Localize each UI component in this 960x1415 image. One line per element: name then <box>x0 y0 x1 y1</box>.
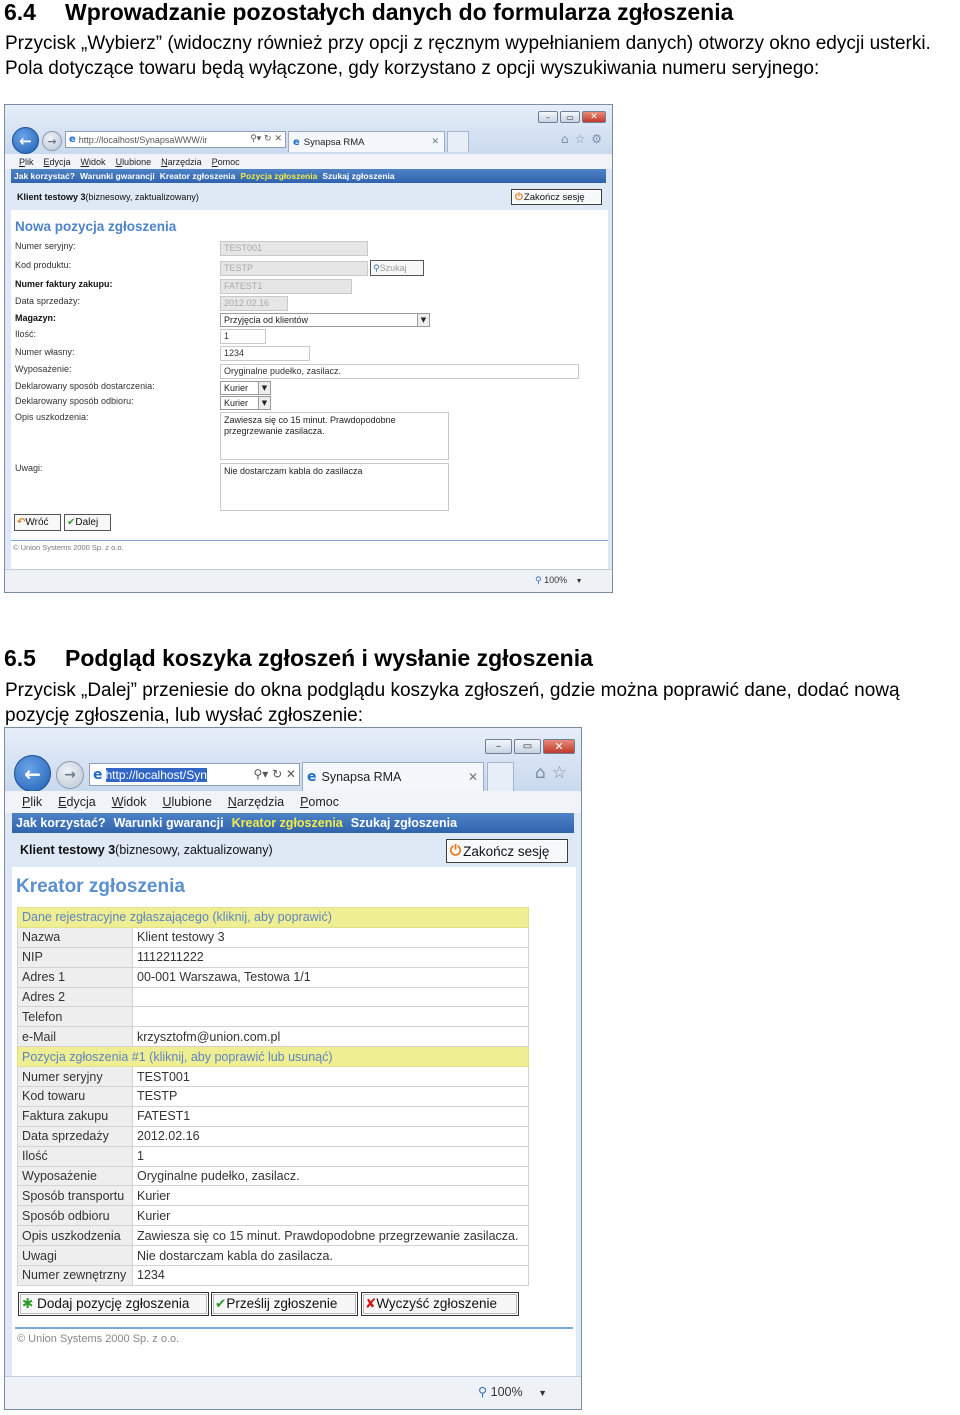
chevron-down-icon[interactable]: ▼ <box>417 314 429 326</box>
send-button[interactable] <box>211 1292 358 1316</box>
nav-item-position[interactable]: Pozycja zgłoszenia <box>240 171 318 181</box>
browser-tab[interactable] <box>288 131 445 152</box>
chevron-down-icon[interactable]: ▼ <box>575 578 583 585</box>
row-value: Nie dostarczam kabla do zasilacza. <box>133 1246 529 1266</box>
logout-button[interactable] <box>446 839 568 863</box>
maximize-icon[interactable]: ▭ <box>560 111 580 123</box>
favorites-star-icon[interactable]: ☆ <box>574 132 586 146</box>
page-content <box>11 210 608 569</box>
nav-search[interactable]: Szukaj zgłoszenia <box>350 816 458 830</box>
back-arrow-icon[interactable]: ← <box>14 755 51 792</box>
serial-field: TEST001 <box>220 241 368 256</box>
minimize-icon[interactable]: – <box>538 111 558 123</box>
check-icon: ✔ <box>215 1296 227 1312</box>
summary-table <box>17 907 529 1286</box>
table-row[interactable] <box>18 987 529 1007</box>
row-label: Numer zewnętrzny <box>18 1266 133 1286</box>
back-button-label: Wróć <box>25 517 49 528</box>
row-label: Uwagi <box>18 1246 133 1266</box>
close-icon[interactable]: ✕ <box>543 739 575 754</box>
zoom-value: 100% <box>544 575 568 585</box>
table-row[interactable] <box>18 1246 529 1266</box>
tab-title: Synapsa RMA <box>303 136 365 148</box>
add-item-button[interactable] <box>18 1292 209 1316</box>
table-row[interactable] <box>18 1166 529 1186</box>
zoom-level[interactable] <box>478 1384 547 1399</box>
site-navigation <box>12 813 574 833</box>
section-item-row[interactable] <box>18 1047 529 1067</box>
table-row[interactable] <box>18 1186 529 1206</box>
tab-favicon-icon: e <box>307 769 317 785</box>
row-label: Sposób odbioru <box>18 1206 133 1226</box>
tab-favicon-icon: e <box>293 136 300 148</box>
label-pickup: Deklarowany sposób odbioru: <box>15 396 134 406</box>
menu-item-help[interactable]: Pomoc <box>300 795 339 809</box>
row-label: Adres 2 <box>18 987 133 1007</box>
row-value: 1 <box>133 1146 529 1166</box>
nav-wizard[interactable]: Kreator zgłoszenia <box>231 816 343 830</box>
window-controls <box>485 739 575 754</box>
row-value: TEST001 <box>133 1067 529 1087</box>
table-row[interactable] <box>18 967 529 987</box>
table-row[interactable] <box>18 1206 529 1226</box>
nav-warranty[interactable]: Warunki gwarancji <box>79 171 155 181</box>
row-value: FATEST1 <box>133 1106 529 1126</box>
toolbar-icons <box>561 132 602 146</box>
label-notes: Uwagi: <box>15 463 43 473</box>
label-own-no: Numer własny: <box>15 347 75 357</box>
power-icon: ⏻ <box>515 191 523 203</box>
label-warehouse: Magazyn: <box>15 313 57 323</box>
warehouse-select[interactable] <box>220 313 430 327</box>
footer-divider <box>11 540 608 541</box>
user-detail: (biznesowy, zaktualizowany) <box>85 191 199 202</box>
forward-arrow-icon[interactable]: → <box>56 761 84 789</box>
address-bar[interactable] <box>65 131 286 148</box>
menu-item-favorites[interactable]: Ulubione <box>162 795 212 809</box>
row-label: Wyposażenie <box>18 1166 133 1186</box>
clear-label: Wyczyść zgłoszenie <box>376 1296 497 1311</box>
address-url[interactable]: http://localhost/Syn <box>105 767 207 782</box>
ie-logo-icon: e <box>69 134 76 145</box>
menu-item-file[interactable]: Plik <box>22 795 43 809</box>
row-label: NIP <box>18 947 133 967</box>
tab-title: Synapsa RMA <box>321 770 402 784</box>
row-value: 1112211222 <box>133 947 529 967</box>
zoom-level[interactable] <box>535 575 583 586</box>
table-row[interactable] <box>18 1087 529 1107</box>
row-value: TESTP <box>133 1087 529 1107</box>
row-value: Kurier <box>133 1186 529 1206</box>
label-equipment: Wyposażenie: <box>15 364 72 374</box>
user-name: Klient testowy 3 <box>20 843 116 857</box>
table-row[interactable] <box>18 1126 529 1146</box>
row-label: Adres 1 <box>18 967 133 987</box>
row-label: Telefon <box>18 1007 133 1027</box>
warehouse-value: Przyjęcia od klientów <box>224 315 309 325</box>
defect-textarea[interactable]: Zawiesza się co 15 minut. Prawdopodobne przegrzewanie zasilacza. <box>220 412 449 460</box>
table-row[interactable] <box>18 1266 529 1286</box>
table-row[interactable] <box>18 1106 529 1126</box>
window-titlebar <box>5 728 581 791</box>
row-value: Zawiesza się co 15 minut. Prawdopodobne przegrzewanie zasilacza. <box>133 1226 529 1246</box>
status-bar <box>5 569 612 593</box>
equipment-field[interactable]: Oryginalne pudełko, zasilacz. <box>220 364 579 379</box>
label-serial: Numer seryjny: <box>15 241 76 251</box>
new-tab-button[interactable] <box>487 762 514 791</box>
forward-arrow-icon[interactable]: → <box>42 131 62 151</box>
sale-date-field: 2012.02.16 <box>220 296 288 311</box>
status-bar <box>5 1376 581 1410</box>
home-icon[interactable]: ⌂ <box>534 763 546 783</box>
tab-close-icon[interactable]: ✕ <box>467 770 478 784</box>
section-paragraph: Przycisk „Wybierz” (widoczny również przy opcji z ręcznym wypełnianiem danych) otworzy okno edycji usterki. Pola dotyczące towaru będą wyłączone, gdy korzystano z opcji wyszukiwania numeru seryjnego: <box>5 33 931 79</box>
user-name: Klient testowy 3 <box>17 191 86 202</box>
table-row[interactable] <box>18 1067 529 1087</box>
row-label: e-Mail <box>18 1027 133 1047</box>
menu-item-edit[interactable]: Edycja <box>43 156 71 167</box>
address-url[interactable]: http://localhost/SynapsaWWW/ir <box>78 134 208 145</box>
logout-button[interactable] <box>511 189 602 205</box>
favorites-star-icon[interactable]: ☆ <box>551 763 567 783</box>
menu-item-edit[interactable]: Edycja <box>58 795 96 809</box>
footer-copyright: © Union Systems 2000 Sp. z o.o. <box>13 543 124 552</box>
red-x-icon: ✘ <box>365 1296 377 1312</box>
row-label: Opis uszkodzenia <box>18 1226 133 1246</box>
row-label: Nazwa <box>18 927 133 947</box>
row-value <box>133 1007 529 1027</box>
menu-item-favorites[interactable]: Ulubione <box>115 156 152 167</box>
search-button-label: Szukaj <box>379 263 407 273</box>
menu-bar <box>5 154 612 169</box>
row-value: 00-001 Warszawa, Testowa 1/1 <box>133 967 529 987</box>
window-titlebar <box>5 105 612 154</box>
pickup-select[interactable] <box>220 396 271 410</box>
nav-how-to-use[interactable]: Jak korzystać? <box>16 816 106 830</box>
power-icon: ⏻ <box>450 843 462 859</box>
wizard-title: Kreator zgłoszenia <box>16 876 185 897</box>
menu-item-view[interactable]: Widok <box>80 156 106 167</box>
back-button[interactable] <box>14 514 61 531</box>
tab-close-icon[interactable]: ✕ <box>431 137 439 147</box>
section-number: 6.4 <box>4 0 36 25</box>
section-title: Wprowadzanie pozostałych danych do formularza zgłoszenia <box>65 0 734 25</box>
row-value: 2012.02.16 <box>133 1126 529 1146</box>
search-button[interactable] <box>370 260 424 276</box>
clear-button[interactable] <box>361 1292 519 1316</box>
chevron-down-icon[interactable]: ▼ <box>538 1388 548 1398</box>
label-defect: Opis uszkodzenia: <box>15 412 89 422</box>
notes-textarea[interactable]: Nie dostarczam kabla do zasilacza <box>220 463 449 511</box>
menu-item-file[interactable]: Plik <box>19 156 34 167</box>
pickup-value: Kurier <box>224 398 249 408</box>
form-title: Nowa pozycja zgłoszenia <box>15 219 177 234</box>
table-row[interactable] <box>18 927 529 947</box>
send-label: Prześlij zgłoszenie <box>226 1296 338 1311</box>
table-row[interactable] <box>18 947 529 967</box>
check-icon: ✔ <box>67 517 76 528</box>
qty-field[interactable]: 1 <box>220 329 266 344</box>
menu-item-tools[interactable]: Narzędzia <box>161 156 202 167</box>
row-label: Numer seryjny <box>18 1067 133 1087</box>
next-button[interactable] <box>64 514 111 531</box>
row-value <box>133 987 529 1007</box>
logout-label: Zakończ sesję <box>463 843 550 859</box>
label-qty: Ilość: <box>15 329 37 339</box>
invoice-field: FATEST1 <box>220 279 352 294</box>
row-label: Faktura zakupu <box>18 1106 133 1126</box>
new-tab-button[interactable] <box>447 131 469 152</box>
home-icon[interactable]: ⌂ <box>560 132 569 146</box>
magnifier-icon: ⚲ <box>373 264 380 274</box>
label-sale-date: Data sprzedaży: <box>15 296 81 306</box>
table-row[interactable] <box>18 1146 529 1166</box>
address-tools-icon[interactable]: ⚲▾ ↻ ✕ <box>249 764 296 785</box>
row-value: Kurier <box>133 1206 529 1226</box>
section-item-header[interactable]: Pozycja zgłoszenia #1 (kliknij, aby poprawić lub usunąć) <box>18 1047 529 1067</box>
section-heading-6-5 <box>4 645 593 672</box>
table-row[interactable] <box>18 1027 529 1047</box>
section-title: Podgląd koszyka zgłoszeń i wysłanie zgłoszenia <box>65 645 593 671</box>
table-row[interactable] <box>18 1226 529 1246</box>
section-number: 6.5 <box>4 645 36 671</box>
row-value: Oryginalne pudełko, zasilacz. <box>133 1166 529 1186</box>
own-no-field[interactable]: 1234 <box>220 346 310 361</box>
next-button-label: Dalej <box>75 517 99 528</box>
menu-item-help[interactable]: Pomoc <box>211 156 240 167</box>
maximize-icon[interactable]: ▭ <box>514 739 541 754</box>
section-paragraph: Przycisk „Dalej” przeniesie do okna podglądu koszyka zgłoszeń, gdzie można poprawić dane, dodać nową pozycję zgłoszenia, lub wysłać zgłoszenie: <box>5 680 900 726</box>
row-value: Klient testowy 3 <box>133 927 529 947</box>
table-row[interactable] <box>18 1007 529 1027</box>
label-product: Kod produktu: <box>15 260 72 270</box>
nav-how-to-use[interactable]: Jak korzystać? <box>14 171 75 181</box>
page-content <box>12 867 576 1376</box>
address-bar[interactable] <box>89 763 300 786</box>
zoom-icon: ⚲ <box>478 1384 488 1399</box>
row-label: Ilość <box>18 1146 133 1166</box>
row-value: krzysztofm@union.com.pl <box>133 1027 529 1047</box>
zoom-icon: ⚲ <box>535 576 542 586</box>
section-registrant-row[interactable] <box>18 908 529 928</box>
tools-gear-icon[interactable]: ⚙ <box>591 132 602 146</box>
logout-label: Zakończ sesję <box>523 191 585 203</box>
menu-bar <box>5 791 581 813</box>
row-label: Sposób transportu <box>18 1186 133 1206</box>
footer-copyright: © Union Systems 2000 Sp. z o.o. <box>17 1333 180 1345</box>
delivery-value: Kurier <box>224 383 249 393</box>
site-navigation <box>11 169 606 183</box>
row-label: Kod towaru <box>18 1087 133 1107</box>
section-registrant-header[interactable]: Dane rejestracyjne zgłaszającego (kliknij, aby poprawić) <box>18 908 529 928</box>
toolbar-icons <box>535 763 567 783</box>
row-label: Data sprzedaży <box>18 1126 133 1146</box>
browser-tab[interactable] <box>302 762 484 791</box>
window-controls <box>538 111 606 123</box>
nav-wizard[interactable]: Kreator zgłoszenia <box>159 171 236 181</box>
browser-window-form <box>4 104 613 593</box>
menu-item-view[interactable]: Widok <box>111 795 147 809</box>
section-heading-6-4 <box>4 0 733 26</box>
close-icon[interactable]: ✕ <box>582 111 606 123</box>
chevron-down-icon[interactable]: ▼ <box>258 397 270 409</box>
minimize-icon[interactable]: – <box>485 739 512 754</box>
menu-item-tools[interactable]: Narzędzia <box>227 795 285 809</box>
product-field: TESTP <box>220 261 368 276</box>
label-invoice: Numer faktury zakupu: <box>15 279 113 289</box>
plus-icon: ✱ <box>22 1296 34 1312</box>
label-delivery: Deklarowany sposób dostarczenia: <box>15 381 155 391</box>
browser-window-summary <box>4 727 582 1410</box>
footer-divider <box>15 1327 573 1329</box>
row-value: 1234 <box>133 1266 529 1286</box>
address-tools-icon[interactable]: ⚲▾ ↻ ✕ <box>247 132 282 147</box>
back-arrow-icon[interactable]: ← <box>12 127 39 154</box>
nav-warranty[interactable]: Warunki gwarancji <box>113 816 224 830</box>
back-icon: ↶ <box>17 517 26 528</box>
add-item-label: Dodaj pozycję zgłoszenia <box>37 1296 190 1311</box>
ie-logo-icon: e <box>93 766 103 783</box>
nav-search[interactable]: Szukaj zgłoszenia <box>322 171 395 181</box>
delivery-select[interactable] <box>220 381 271 395</box>
user-detail: (biznesowy, zaktualizowany) <box>115 843 273 857</box>
zoom-value: 100% <box>490 1385 523 1399</box>
chevron-down-icon[interactable]: ▼ <box>258 382 270 394</box>
